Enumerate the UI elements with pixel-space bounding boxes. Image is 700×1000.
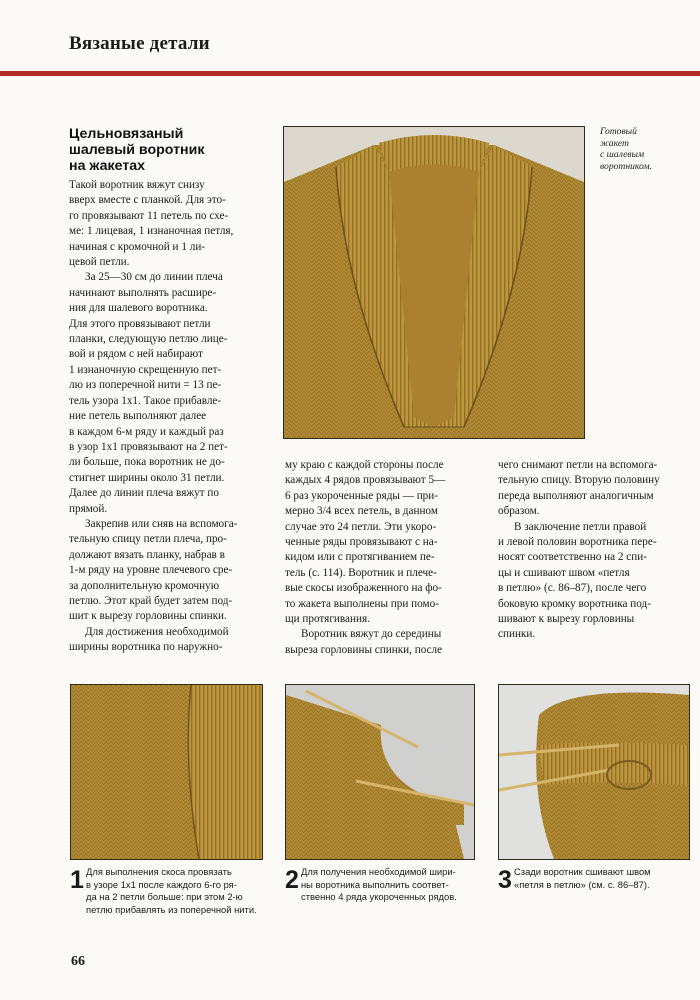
text-line: прямой. [69, 502, 108, 515]
text-line: В заключение петли правой [514, 520, 647, 533]
step-number: 3 [498, 866, 512, 894]
text-line: каждых 4 рядов провязывают 5— [285, 474, 446, 487]
text-line: чего снимают петли на вспомога- [498, 459, 658, 471]
text-line: шивают к вырезу горловины [498, 613, 635, 626]
text-line: носят соответственно на 2 спи- [498, 551, 647, 564]
text-line: боковую кромку воротника под- [498, 597, 651, 610]
caption-line: да на 2 петли больше: при этом 2-ю [86, 891, 243, 903]
text-line: тель узора 1x1. Такое прибавле- [69, 394, 222, 407]
text-line: тель (с. 114). Воротник и плече- [285, 566, 437, 579]
text-line: ли больше, пока воротник не до- [69, 456, 225, 469]
text-line: вверх вместе с планкой. Для это- [69, 194, 226, 207]
text-line: в петлю» (с. 86–87), после чего [498, 582, 647, 595]
caption-line: с шалевым [600, 149, 645, 161]
text-line: Закрепив или сняв на вспомога- [85, 517, 238, 530]
text-line: цы и сшивают швом «петля [498, 566, 630, 579]
text-line: спинки. [498, 628, 536, 641]
text-line: Для этого провязывают петли [69, 317, 211, 330]
body-column-1 [69, 178, 269, 656]
body-column-2 [285, 458, 481, 658]
text-line: 1 изнаночную скрещенную пет- [69, 363, 222, 376]
text-line: переда выполняют аналогичным [498, 489, 654, 502]
text-line: должают вязать планку, набрав в [69, 548, 225, 561]
caption-line: жакет [600, 137, 629, 149]
step-number: 1 [70, 866, 84, 894]
text-line: в узор 1x1 провязывают на 2 пет- [69, 440, 228, 453]
text-line: за дополнительную кромочную [69, 579, 220, 592]
step-1-photo [70, 684, 263, 860]
text-line: то жакета выполнены при помо- [285, 597, 439, 610]
text-line: случае это 24 петли. Эти укоро- [285, 520, 437, 533]
text-line: кидом или с протягиванием пе- [285, 551, 435, 564]
step-number: 2 [285, 866, 299, 894]
caption-line: Сзади воротник сшивают швом [514, 866, 651, 877]
text-line: Воротник вяжут до середины [301, 628, 442, 641]
text-line: Далее до линии плеча вяжут по [69, 487, 219, 500]
jacket-illustration [284, 127, 584, 438]
text-line: и левой половин воротника пере- [498, 536, 657, 549]
text-line: 6 раз укороченные ряды — при- [285, 489, 438, 502]
text-line: стигнет ширины около 31 петли. [69, 471, 225, 484]
text-line: в каждом 6-м ряду и каждый раз [69, 425, 224, 438]
header-title: Вязаные детали [69, 33, 210, 54]
grafting-illustration [499, 685, 689, 859]
section-title [69, 126, 279, 174]
text-line: тельную спицу. Вторую половину [498, 474, 660, 487]
caption-line: воротником. [600, 160, 652, 172]
caption-line: ны воротника выполнить соответ- [301, 878, 449, 890]
page-number: 66 [71, 954, 85, 969]
step-2-photo [285, 684, 475, 860]
text-line: го провязывают 11 петель по схе- [69, 209, 229, 222]
section-title-line: Цельновязаный [69, 126, 184, 142]
main-photo-jacket [283, 126, 585, 439]
caption-line: в узоре 1x1 после каждого 6-го ря- [86, 878, 237, 890]
text-line: планки, следующую петлю лице- [69, 333, 228, 346]
text-line: За 25—30 см до линии плеча [85, 271, 223, 284]
text-line: ме: 1 лицевая, 1 изнаночная петля, [69, 225, 234, 238]
caption-line: Для выполнения скоса провязать [86, 866, 232, 877]
text-line: начинают выполнять расшире- [69, 286, 217, 299]
knit-texture-illustration [71, 685, 262, 859]
text-line: петлю. Этот край будет затем под- [69, 594, 233, 607]
caption-line: петлю прибавлять из поперечной нити. [86, 903, 257, 915]
caption-line: «петля в петлю» (см. с. 86–87). [514, 878, 650, 890]
text-line: выреза горловины спинки, после [285, 643, 443, 656]
caption-line: Готовый [600, 126, 637, 137]
body-column-3 [498, 458, 694, 643]
text-line: му краю с каждой стороны после [285, 459, 444, 471]
text-line: Такой воротник вяжут снизу [69, 179, 205, 191]
caption-line: ственно 4 ряда укороченных рядов. [301, 891, 457, 903]
caption-line: Для получения необходимой шири- [301, 866, 456, 877]
text-line: ченные ряды провязывают с на- [285, 536, 438, 549]
text-line: 1-м ряду на уровне плечевого сре- [69, 564, 233, 577]
text-line: вой и рядом с ней набирают [69, 348, 203, 361]
text-line: ние петель выполняют далее [69, 410, 207, 423]
text-line: тельную спицу петли плеча, про- [69, 533, 227, 546]
text-line: Для достижения необходимой [85, 625, 229, 638]
text-line: мерно 3/4 всех петель, в данном [285, 505, 438, 518]
text-line: щи протягивания. [285, 613, 370, 626]
text-line: шит к вырезу горловины спинки. [69, 610, 227, 623]
text-line: ширины воротника по наружно- [69, 641, 223, 654]
section-title-line: шалевый воротник [69, 142, 205, 158]
text-line: лю из поперечной нити = 13 пе- [69, 379, 222, 392]
step-3-photo [498, 684, 690, 860]
text-line: ния для шалевого воротника. [69, 302, 208, 315]
text-line: образом. [498, 505, 540, 518]
header-rule [0, 71, 700, 76]
text-line: вые скосы изображенного на фо- [285, 582, 442, 595]
short-rows-illustration [286, 685, 474, 859]
section-title-line: на жакетах [69, 158, 146, 174]
text-line: начиная с кромочной и 1 ли- [69, 240, 206, 253]
main-photo-caption [600, 126, 695, 172]
text-line: цевой петли. [69, 256, 130, 269]
